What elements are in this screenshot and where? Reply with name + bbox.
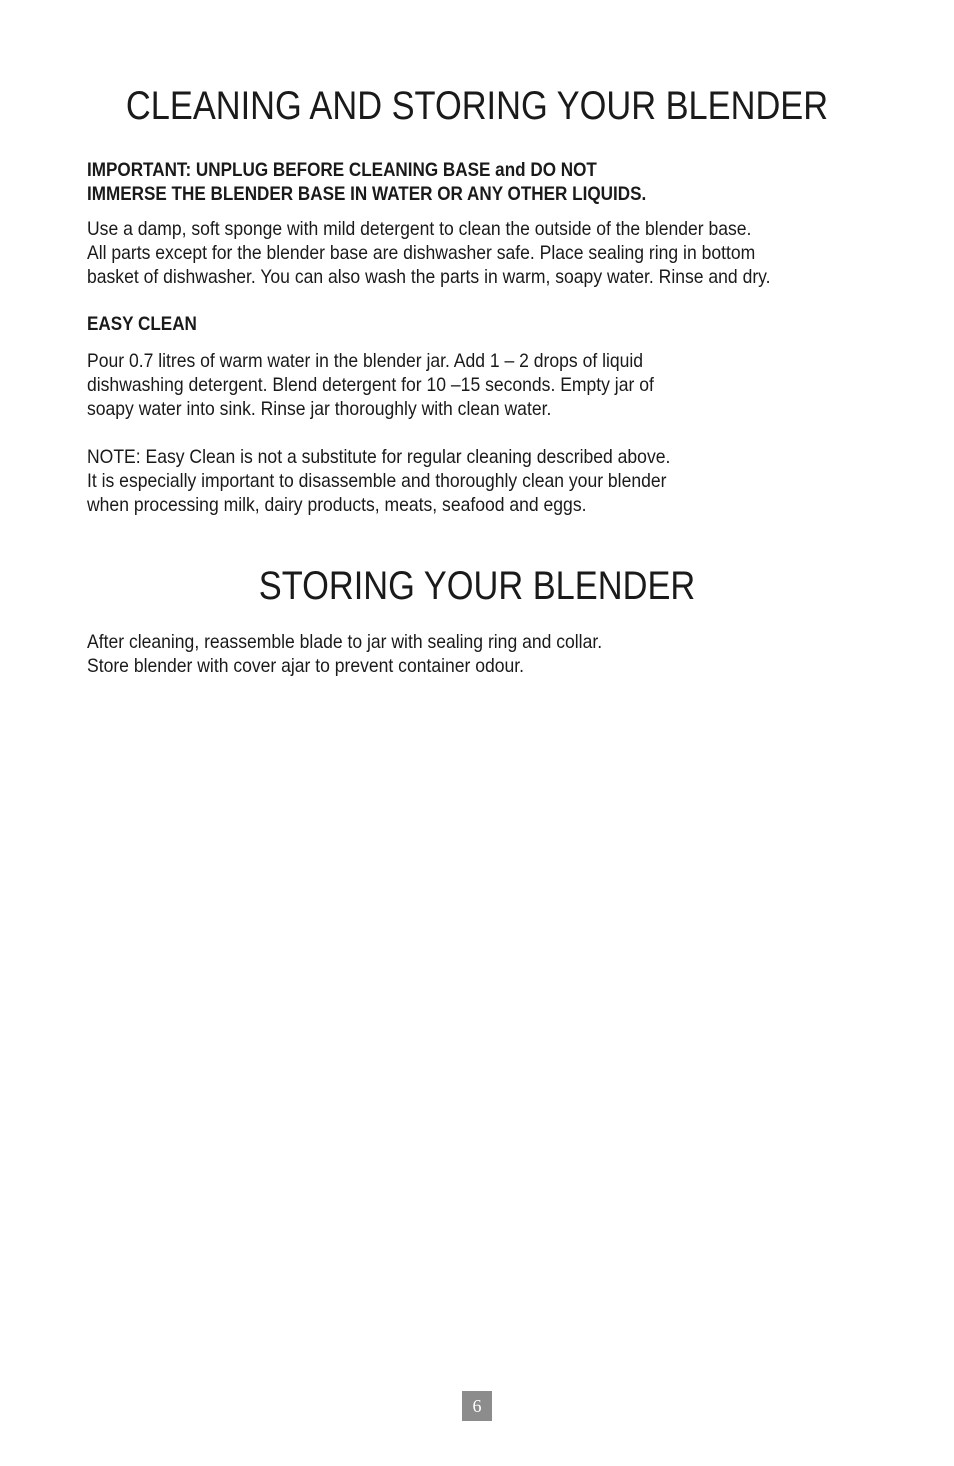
storing-paragraph xyxy=(87,630,807,678)
important-warning-line: IMMERSE THE BLENDER BASE IN WATER OR ANY OTHER LIQUIDS. xyxy=(87,184,647,205)
note-line: when processing milk, dairy products, meats, seafood and eggs. xyxy=(87,494,587,516)
easy-clean-heading: EASY CLEAN xyxy=(87,314,197,335)
easy-clean-line: Pour 0.7 litres of warm water in the blender jar. Add 1 – 2 drops of liquid xyxy=(87,350,644,372)
cleaning-paragraph xyxy=(87,217,807,289)
cleaning-paragraph-line: basket of dishwasher. You can also wash the parts in warm, soapy water. Rinse and dry. xyxy=(87,266,771,288)
important-warning xyxy=(87,159,807,207)
cleaning-paragraph-line: Use a damp, soft sponge with mild detergent to clean the outside of the blender base. xyxy=(87,218,752,240)
note-paragraph xyxy=(87,445,807,517)
page-title: CLEANING AND STORING YOUR BLENDER xyxy=(125,84,829,128)
page-number: 6 xyxy=(462,1391,492,1421)
important-warning-line: IMPORTANT: UNPLUG BEFORE CLEANING BASE and DO NOT xyxy=(87,160,597,181)
storing-paragraph-line: After cleaning, reassemble blade to jar with sealing ring and collar. xyxy=(87,631,603,653)
easy-clean-paragraph xyxy=(87,349,807,421)
easy-clean-line: soapy water into sink. Rinse jar thoroughly with clean water. xyxy=(87,398,552,420)
cleaning-paragraph-line: All parts except for the blender base are dishwasher safe. Place sealing ring in bottom xyxy=(87,242,756,264)
easy-clean-line: dishwashing detergent. Blend detergent for 10 –15 seconds. Empty jar of xyxy=(87,374,654,396)
storing-paragraph-line: Store blender with cover ajar to prevent container odour. xyxy=(87,655,525,677)
section-title-storing: STORING YOUR BLENDER xyxy=(258,564,696,608)
note-line: NOTE: Easy Clean is not a substitute for regular cleaning described above. xyxy=(87,446,671,468)
note-line: It is especially important to disassemble and thoroughly clean your blender xyxy=(87,470,667,492)
